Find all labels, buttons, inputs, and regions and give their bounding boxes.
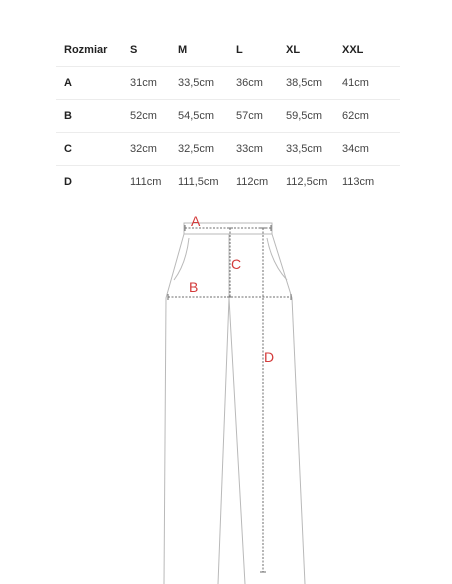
- header-size: Rozmiar: [56, 34, 122, 67]
- row-label: B: [56, 100, 122, 133]
- table-cell: 113cm: [342, 176, 375, 188]
- table-cell: 31cm: [122, 67, 170, 100]
- table-cell: 111,5cm: [178, 176, 219, 188]
- row-label: D: [64, 176, 72, 188]
- table-row: [56, 67, 400, 100]
- table-cell: 57cm: [228, 100, 278, 133]
- table-cell: 54,5cm: [170, 100, 228, 133]
- header-m: M: [170, 34, 228, 67]
- table-cell: 111cm: [130, 176, 162, 188]
- header-s: S: [122, 34, 170, 67]
- trousers-diagram: [0, 200, 452, 584]
- table-cell: 112cm: [236, 176, 269, 188]
- measure-label-a: A: [191, 213, 201, 229]
- row-label: A: [56, 67, 122, 100]
- size-table: [56, 34, 400, 198]
- measure-label-c: C: [231, 256, 242, 272]
- measure-label-b: B: [189, 279, 199, 295]
- table-cell: 62cm: [334, 100, 400, 133]
- header-xxl: XXL: [334, 34, 400, 67]
- table-cell: 33,5cm: [170, 67, 228, 100]
- table-cell: 33,5cm: [278, 133, 334, 166]
- table-cell: 33cm: [228, 133, 278, 166]
- table-row: [56, 133, 400, 166]
- trousers-outline: [164, 234, 305, 584]
- table-cell: 32cm: [122, 133, 170, 166]
- table-cell: 52cm: [122, 100, 170, 133]
- table-cell: 34cm: [334, 133, 400, 166]
- table-row: [56, 100, 400, 133]
- header-xl: XL: [278, 34, 334, 67]
- table-cell: 59,5cm: [278, 100, 334, 133]
- row-label: C: [56, 133, 122, 166]
- measure-label-d: D: [264, 349, 275, 365]
- header-l: L: [228, 34, 278, 67]
- table-cell: 38,5cm: [278, 67, 334, 100]
- table-cell: 32,5cm: [170, 133, 228, 166]
- table-header-row: [56, 34, 400, 67]
- table-cell: 112,5cm: [286, 176, 328, 188]
- table-cell: 41cm: [334, 67, 400, 100]
- table-cell: 36cm: [228, 67, 278, 100]
- table-row: [56, 166, 400, 199]
